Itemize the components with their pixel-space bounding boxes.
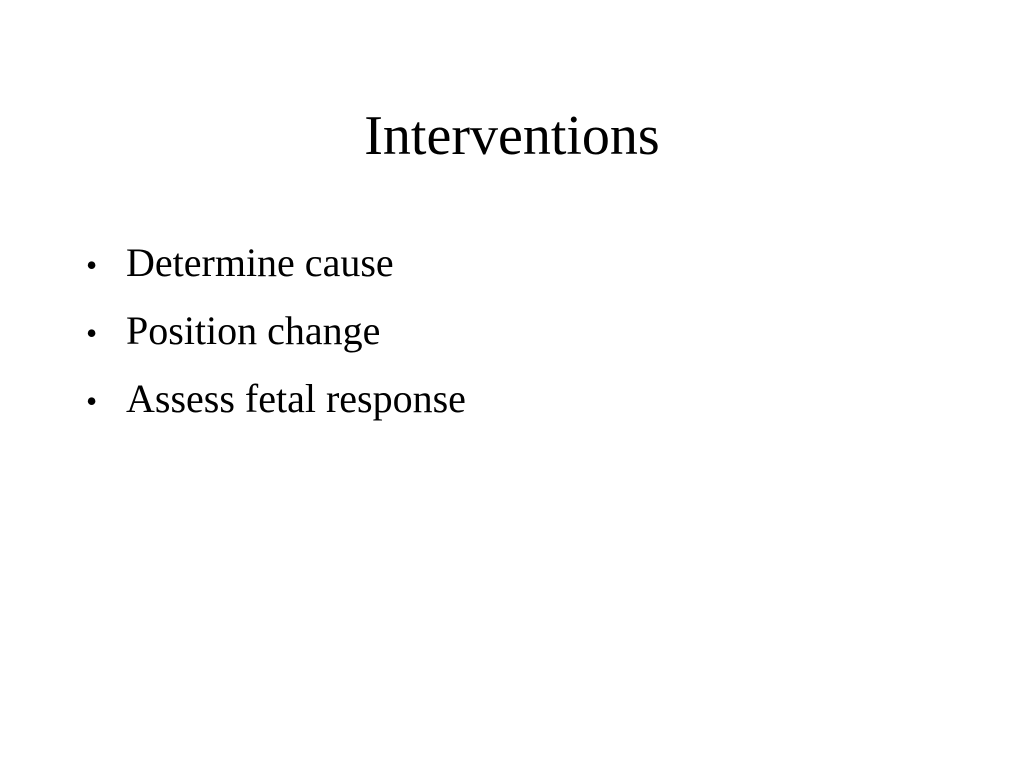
bullet-text: Determine cause [126, 240, 394, 285]
bullet-icon: • [86, 383, 98, 419]
bullet-item-assess-fetal-response [86, 366, 466, 434]
slide-title: Interventions [364, 105, 660, 167]
bullet-text: Assess fetal response [126, 376, 466, 421]
bullet-item-determine-cause [86, 230, 466, 298]
bullet-icon: • [86, 315, 98, 351]
bullet-list [86, 230, 466, 434]
bullet-icon: • [86, 247, 98, 283]
bullet-text: Position change [126, 308, 381, 353]
bullet-item-position-change [86, 298, 466, 366]
